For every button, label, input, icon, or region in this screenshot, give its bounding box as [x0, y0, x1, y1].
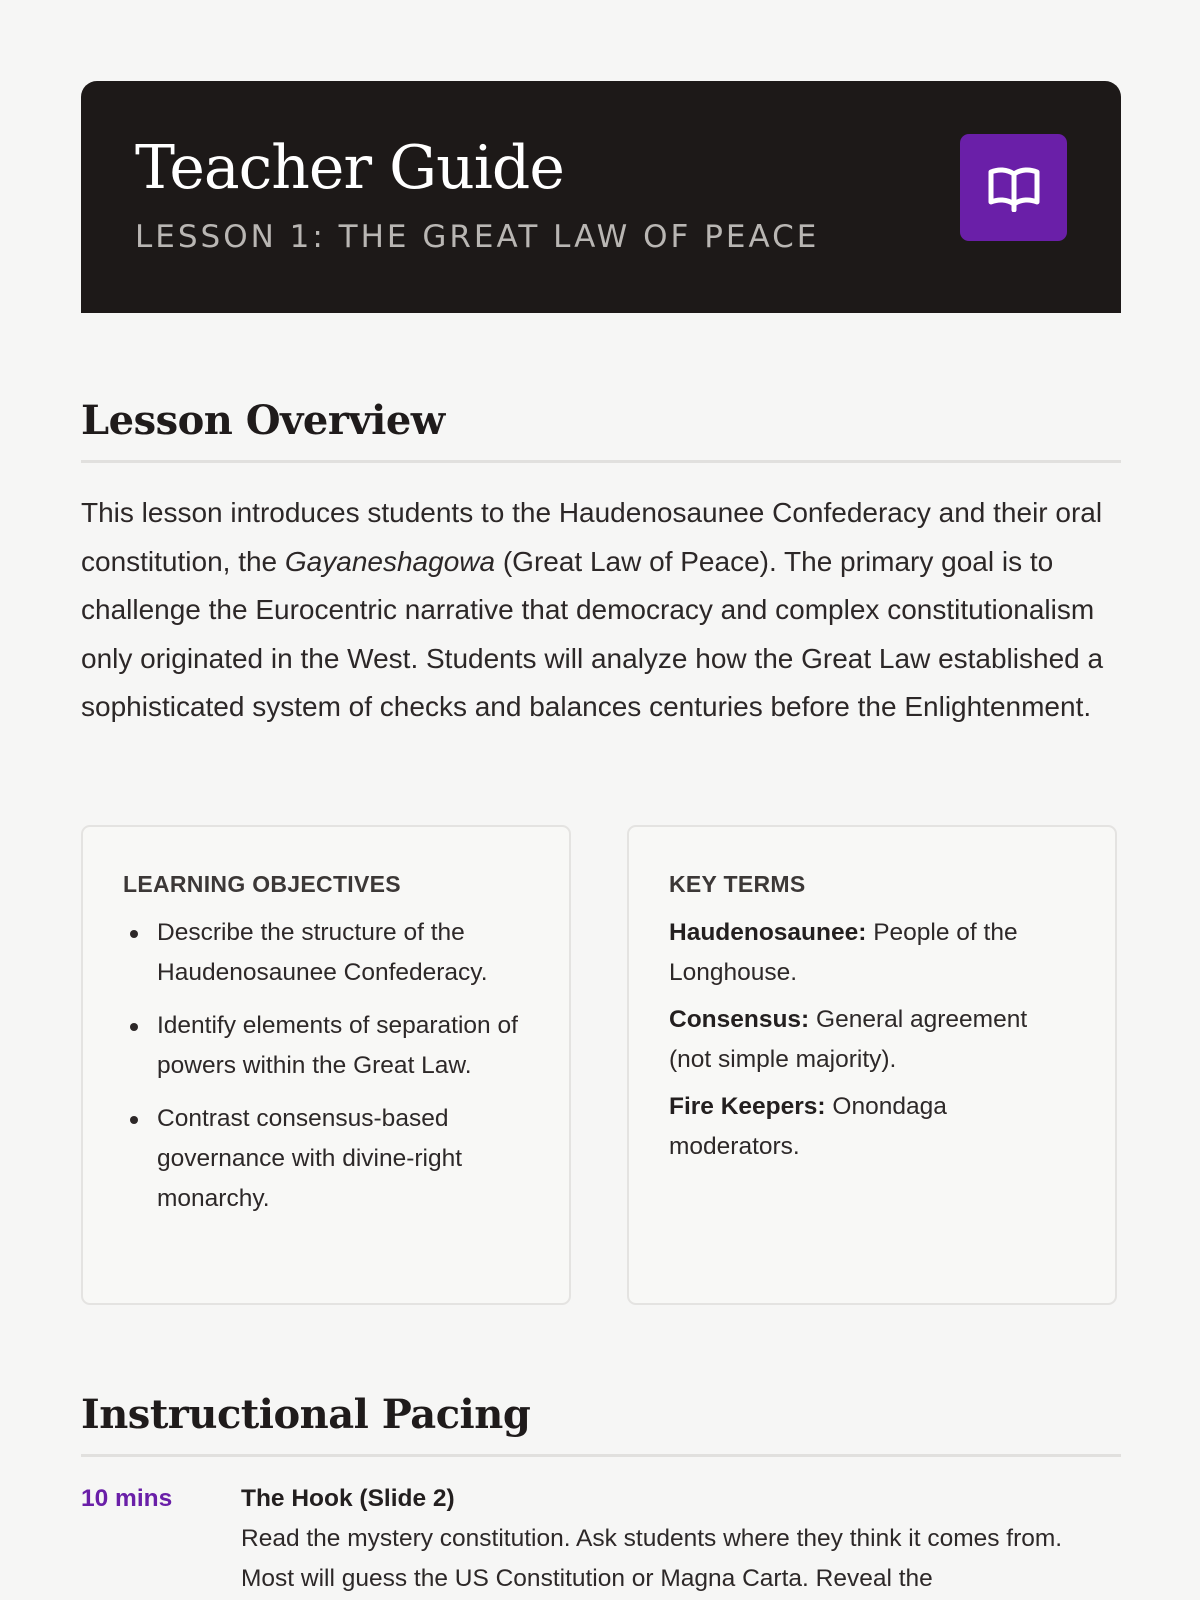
term-definition: Onondaga moderators.	[669, 1093, 947, 1160]
key-term-item	[669, 1000, 1075, 1080]
overview-text-end: (Great Law of Peace). The primary goal is to challenge the Eurocentric narrative that democracy and complex constitutionalism only originated in the West. Students will analyze how the Great Law established a sophisticated system of checks and balances centuries before the Enlightenment.	[81, 545, 1104, 722]
objectives-list	[123, 913, 529, 1219]
pacing-duration: 10 mins	[81, 1485, 173, 1512]
key-terms-heading: KEY TERMS	[669, 871, 806, 897]
term-name: Fire Keepers:	[669, 1093, 826, 1120]
term-definition: General agreement (not simple majority).	[669, 1006, 1028, 1073]
term-definition: People of the Longhouse.	[669, 919, 1018, 986]
overview-text-emphasis: Gayaneshagowa	[284, 545, 496, 577]
open-book-icon	[987, 164, 1041, 212]
pacing-step-title: The Hook (Slide 2)	[241, 1485, 455, 1512]
page-title: Teacher Guide	[135, 133, 564, 203]
lesson-overview-heading: Lesson Overview	[81, 397, 445, 444]
section-divider	[81, 460, 1121, 463]
key-terms-card	[627, 825, 1117, 1305]
pacing-content	[241, 1479, 1121, 1599]
lesson-subtitle: LESSON 1: THE GREAT LAW OF PEACE	[135, 219, 820, 255]
bullet-icon	[130, 930, 138, 938]
bullet-icon	[130, 1023, 138, 1031]
book-icon-badge	[960, 134, 1067, 241]
objective-item	[123, 913, 529, 993]
teacher-guide-page	[81, 81, 1121, 1592]
objective-text: Identify elements of separation of powers within the Great Law.	[157, 1012, 518, 1079]
key-term-item	[669, 913, 1075, 993]
bullet-icon	[130, 1116, 138, 1124]
term-name: Consensus:	[669, 1006, 810, 1033]
objective-item	[123, 1006, 529, 1086]
term-name: Haudenosaunee:	[669, 919, 867, 946]
key-term-item	[669, 1087, 1075, 1167]
objective-text: Describe the structure of the Haudenosaunee Confederacy.	[157, 919, 488, 986]
overview-text-start: This lesson introduces students to the Haudenosaunee Confederacy and their oral constitution, the	[81, 497, 1103, 577]
section-divider	[81, 1454, 1121, 1457]
objective-text: Contrast consensus-based governance with divine-right monarchy.	[157, 1105, 463, 1212]
overview-paragraph	[81, 489, 1121, 732]
learning-objectives-card	[81, 825, 571, 1305]
instructional-pacing-heading: Instructional Pacing	[81, 1391, 531, 1438]
objective-item	[123, 1099, 529, 1219]
learning-objectives-heading: LEARNING OBJECTIVES	[123, 871, 401, 897]
guide-header	[81, 81, 1121, 313]
pacing-step-description: Read the mystery constitution. Ask students where they think it comes from. Most will guess the US Constitution or Magna Carta. Reveal the	[241, 1525, 1063, 1592]
